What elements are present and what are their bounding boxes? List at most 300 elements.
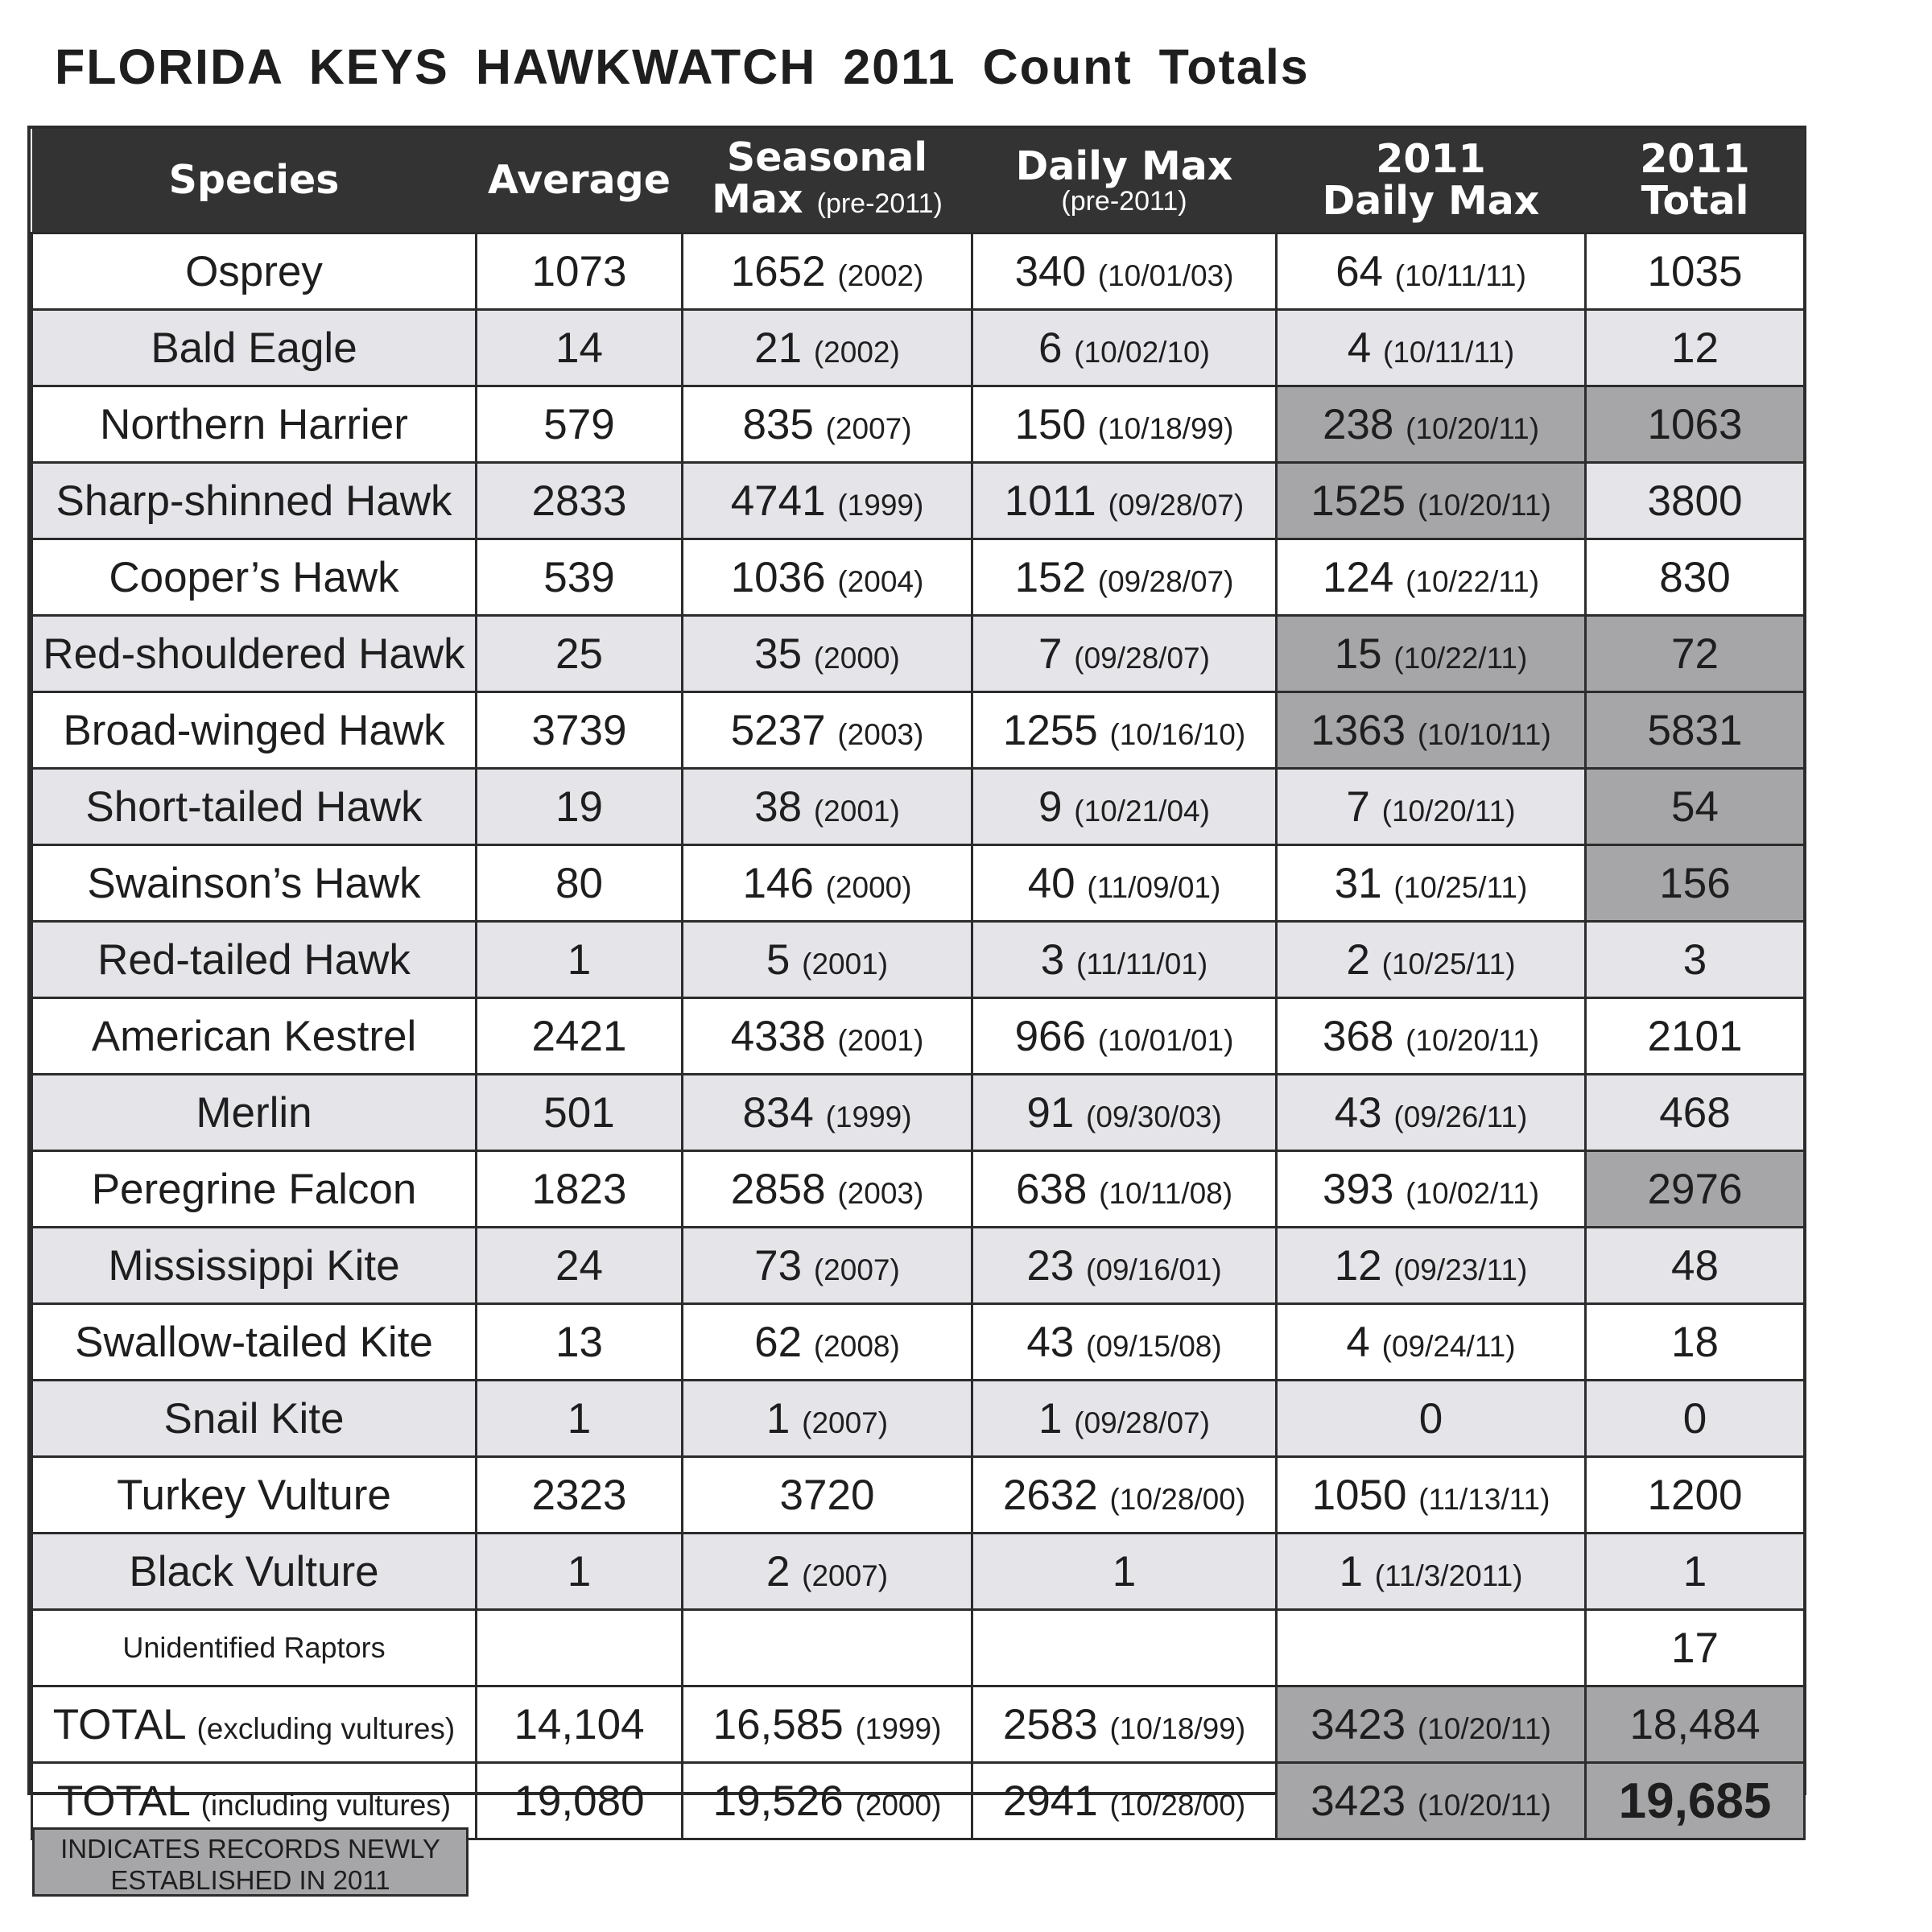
cell-average xyxy=(477,1457,683,1534)
cell-seasonal-max-date: (2008) xyxy=(813,1329,900,1363)
cell-average-value: 2323 xyxy=(531,1471,627,1519)
cell-daily-max-date: (09/28/07) xyxy=(1074,1406,1210,1439)
cell-species xyxy=(32,769,477,845)
cell-2011-total xyxy=(1586,998,1805,1075)
cell-species xyxy=(32,1610,477,1686)
cell-2011-daily-max-value: 1363 xyxy=(1311,706,1406,754)
cell-total-2011-daily-max-value: 3423 xyxy=(1311,1700,1406,1748)
cell-2011-total xyxy=(1586,616,1805,692)
cell-seasonal-max-date: (2002) xyxy=(837,258,924,292)
cell-2011-daily-max-value: 2 xyxy=(1346,935,1370,984)
cell-seasonal-max-date: (2004) xyxy=(837,564,924,598)
cell-average xyxy=(477,310,683,386)
cell-average-value: 24 xyxy=(555,1241,603,1290)
cell-2011-daily-max xyxy=(1277,539,1586,616)
cell-total-daily-max-date: (10/18/99) xyxy=(1109,1711,1246,1745)
cell-daily-max-value: 2632 xyxy=(1002,1471,1098,1519)
cell-daily-max xyxy=(972,233,1277,310)
cell-total-daily-max-value: 2941 xyxy=(1002,1777,1098,1825)
cell-2011-daily-max-value: 238 xyxy=(1322,400,1394,448)
cell-species-value: Swainson’s Hawk xyxy=(87,859,421,907)
cell-species xyxy=(32,463,477,539)
cell-species-value: American Kestrel xyxy=(91,1012,417,1060)
cell-species xyxy=(32,1075,477,1151)
cell-seasonal-max-value: 2858 xyxy=(730,1165,826,1213)
cell-species-value: Snail Kite xyxy=(163,1394,345,1443)
cell-2011-daily-max xyxy=(1277,922,1586,998)
cell-daily-max xyxy=(972,922,1277,998)
cell-daily-max-date: (11/11/01) xyxy=(1076,947,1208,980)
cell-2011-total xyxy=(1586,539,1805,616)
cell-2011-daily-max-value: 393 xyxy=(1322,1165,1394,1213)
cell-daily-max xyxy=(972,539,1277,616)
cell-daily-max-date: (09/28/07) xyxy=(1097,564,1234,598)
cell-daily-max-date: (10/16/10) xyxy=(1109,717,1246,751)
cell-2011-total-value: 3 xyxy=(1682,935,1707,984)
cell-seasonal-max-value: 73 xyxy=(754,1241,803,1290)
cell-species xyxy=(32,1457,477,1534)
cell-species-value: Red-tailed Hawk xyxy=(97,935,411,984)
cell-average xyxy=(477,1228,683,1304)
cell-species-value: Bald Eagle xyxy=(151,324,357,372)
cell-total-seasonal-max xyxy=(683,1763,972,1839)
cell-average-value: 19 xyxy=(555,782,603,831)
cell-2011-total xyxy=(1586,1151,1805,1228)
cell-average xyxy=(477,1304,683,1381)
cell-total-daily-max xyxy=(972,1686,1277,1763)
table-row xyxy=(32,1381,1805,1457)
cell-total-2011-daily-max-date: (10/20/11) xyxy=(1417,1711,1551,1745)
cell-seasonal-max-value: 835 xyxy=(742,400,814,448)
cell-2011-total xyxy=(1586,1534,1805,1610)
cell-seasonal-max xyxy=(683,463,972,539)
cell-2011-total xyxy=(1586,922,1805,998)
cell-seasonal-max-date: (2000) xyxy=(825,870,912,904)
cell-average xyxy=(477,233,683,310)
cell-2011-daily-max-value: 1525 xyxy=(1311,477,1406,525)
cell-seasonal-max-date: (2001) xyxy=(813,794,900,828)
cell-average xyxy=(477,1381,683,1457)
cell-2011-daily-max-value: 4 xyxy=(1346,1318,1370,1366)
cell-daily-max-date: (09/15/08) xyxy=(1086,1329,1222,1363)
cell-2011-total xyxy=(1586,310,1805,386)
cell-2011-total xyxy=(1586,1610,1805,1686)
cell-seasonal-max xyxy=(683,1610,972,1686)
cell-daily-max-value: 9 xyxy=(1038,782,1063,831)
cell-2011-daily-max xyxy=(1277,616,1586,692)
cell-average xyxy=(477,845,683,922)
cell-species-value: Northern Harrier xyxy=(100,400,408,448)
cell-daily-max xyxy=(972,386,1277,463)
cell-2011-daily-max xyxy=(1277,692,1586,769)
col-header-2011-total: 2011 Total xyxy=(1586,129,1805,233)
cell-daily-max-date: (09/30/03) xyxy=(1086,1100,1222,1133)
cell-total-average xyxy=(477,1763,683,1839)
cell-average xyxy=(477,692,683,769)
col-header-daily-max: Daily Max (pre-2011) xyxy=(972,129,1277,233)
table-row xyxy=(32,845,1805,922)
cell-seasonal-max-value: 4338 xyxy=(730,1012,826,1060)
cell-2011-total-value: 1063 xyxy=(1647,400,1743,448)
cell-daily-max xyxy=(972,463,1277,539)
cell-daily-max-date: (10/18/99) xyxy=(1097,411,1234,445)
table-row xyxy=(32,1304,1805,1381)
cell-species xyxy=(32,386,477,463)
cell-2011-daily-max xyxy=(1277,1534,1586,1610)
cell-daily-max-date: (10/01/03) xyxy=(1097,258,1234,292)
cell-daily-max xyxy=(972,1304,1277,1381)
cell-seasonal-max xyxy=(683,1534,972,1610)
cell-2011-total-value: 2101 xyxy=(1647,1012,1743,1060)
table-row xyxy=(32,616,1805,692)
cell-species-value: Broad-winged Hawk xyxy=(63,706,445,754)
table-row xyxy=(32,1457,1805,1534)
total-row xyxy=(32,1686,1805,1763)
cell-average xyxy=(477,1534,683,1610)
cell-2011-daily-max xyxy=(1277,310,1586,386)
cell-daily-max-value: 340 xyxy=(1014,247,1087,295)
cell-total-2011-total-value: 18,484 xyxy=(1629,1700,1761,1748)
cell-species-value: Peregrine Falcon xyxy=(91,1165,417,1213)
cell-2011-total-value: 1035 xyxy=(1647,247,1743,295)
cell-2011-daily-max-value: 43 xyxy=(1334,1088,1382,1137)
legend-record-indicator xyxy=(32,1827,469,1897)
cell-2011-daily-max-date: (10/11/11) xyxy=(1394,258,1526,292)
col-header-species: Species xyxy=(32,129,477,233)
cell-seasonal-max xyxy=(683,1075,972,1151)
cell-2011-daily-max-date: (09/24/11) xyxy=(1381,1329,1516,1363)
table-row xyxy=(32,769,1805,845)
cell-average xyxy=(477,463,683,539)
cell-2011-daily-max-date: (10/20/11) xyxy=(1406,1023,1540,1057)
cell-average-value: 1823 xyxy=(531,1165,627,1213)
cell-seasonal-max-value: 5237 xyxy=(730,706,826,754)
cell-average-value: 539 xyxy=(543,553,615,601)
cell-seasonal-max-date: (1999) xyxy=(837,488,924,522)
cell-average xyxy=(477,1610,683,1686)
cell-average-value: 13 xyxy=(555,1318,603,1366)
cell-2011-daily-max-value: 1050 xyxy=(1311,1471,1407,1519)
cell-seasonal-max-value: 38 xyxy=(754,782,803,831)
cell-seasonal-max-value: 4741 xyxy=(730,477,826,525)
cell-2011-total xyxy=(1586,1304,1805,1381)
cell-2011-daily-max xyxy=(1277,998,1586,1075)
cell-daily-max-value: 43 xyxy=(1026,1318,1075,1366)
cell-daily-max xyxy=(972,769,1277,845)
cell-2011-daily-max-value: 7 xyxy=(1346,782,1370,831)
cell-2011-daily-max-date: (10/25/11) xyxy=(1393,870,1528,904)
cell-species-value: Red-shouldered Hawk xyxy=(43,630,465,678)
cell-seasonal-max xyxy=(683,233,972,310)
table-row xyxy=(32,1534,1805,1610)
cell-2011-daily-max-value: 12 xyxy=(1334,1241,1382,1290)
cell-average xyxy=(477,1151,683,1228)
cell-2011-total-value: 5831 xyxy=(1647,706,1743,754)
cell-species-value: Black Vulture xyxy=(129,1547,379,1596)
cell-seasonal-max xyxy=(683,769,972,845)
cell-2011-total xyxy=(1586,845,1805,922)
cell-2011-daily-max-value: 64 xyxy=(1335,247,1384,295)
cell-daily-max xyxy=(972,998,1277,1075)
cell-2011-daily-max xyxy=(1277,463,1586,539)
cell-total-2011-total xyxy=(1586,1686,1805,1763)
cell-species xyxy=(32,845,477,922)
cell-2011-total xyxy=(1586,1381,1805,1457)
cell-daily-max-date: (09/28/07) xyxy=(1074,641,1210,675)
table-row xyxy=(32,233,1805,310)
cell-daily-max xyxy=(972,310,1277,386)
cell-seasonal-max-date: (2003) xyxy=(837,717,924,751)
cell-2011-daily-max-value: 4 xyxy=(1347,324,1372,372)
cell-2011-daily-max-value: 124 xyxy=(1322,553,1394,601)
cell-2011-total-value: 156 xyxy=(1659,859,1731,907)
cell-seasonal-max-date: (2002) xyxy=(813,335,900,369)
cell-daily-max xyxy=(972,1228,1277,1304)
cell-total-label-value: TOTAL xyxy=(52,1700,185,1748)
cell-seasonal-max xyxy=(683,845,972,922)
table-body xyxy=(32,233,1805,1839)
cell-species-value: Unidentified Raptors xyxy=(122,1631,386,1664)
cell-average-value: 2421 xyxy=(531,1012,627,1060)
cell-daily-max xyxy=(972,1381,1277,1457)
page-title: FLORIDA KEYS HAWKWATCH 2011 Count Totals xyxy=(55,39,1310,94)
cell-2011-daily-max xyxy=(1277,1304,1586,1381)
cell-seasonal-max xyxy=(683,922,972,998)
cell-seasonal-max-date: (2003) xyxy=(837,1176,924,1210)
cell-average-value: 3739 xyxy=(531,706,627,754)
cell-average-value: 501 xyxy=(543,1088,615,1137)
cell-2011-total-value: 54 xyxy=(1671,782,1719,831)
cell-average xyxy=(477,1075,683,1151)
cell-daily-max-date: (10/21/04) xyxy=(1074,794,1210,828)
cell-seasonal-max xyxy=(683,692,972,769)
cell-daily-max-date: (10/11/08) xyxy=(1099,1176,1233,1210)
cell-total-daily-max-date: (10/28/00) xyxy=(1109,1788,1246,1822)
cell-2011-daily-max-date: (09/26/11) xyxy=(1393,1100,1528,1133)
table-row xyxy=(32,386,1805,463)
cell-total-average xyxy=(477,1686,683,1763)
cell-2011-daily-max-date: (10/25/11) xyxy=(1381,947,1516,980)
cell-seasonal-max-date: (2001) xyxy=(802,947,889,980)
cell-2011-daily-max xyxy=(1277,769,1586,845)
cell-daily-max-date: (11/09/01) xyxy=(1087,870,1221,904)
cell-total-daily-max-value: 2583 xyxy=(1002,1700,1098,1748)
cell-species-value: Mississippi Kite xyxy=(108,1241,400,1290)
cell-seasonal-max-value: 2 xyxy=(766,1547,791,1596)
cell-average-value: 14 xyxy=(555,324,603,372)
table-row xyxy=(32,692,1805,769)
cell-daily-max-date: (10/01/01) xyxy=(1097,1023,1234,1057)
cell-2011-daily-max-date: (10/20/11) xyxy=(1417,488,1551,522)
cell-seasonal-max-date: (2007) xyxy=(825,411,912,445)
cell-2011-total-value: 18 xyxy=(1671,1318,1719,1366)
cell-2011-daily-max-date: (10/10/11) xyxy=(1417,717,1551,751)
cell-daily-max-value: 638 xyxy=(1015,1165,1088,1213)
cell-seasonal-max xyxy=(683,1457,972,1534)
cell-2011-daily-max-value: 15 xyxy=(1334,630,1382,678)
cell-total-label-value: TOTAL xyxy=(56,1777,189,1825)
cell-daily-max-date: (10/02/10) xyxy=(1074,335,1210,369)
cell-daily-max-value: 6 xyxy=(1038,324,1063,372)
cell-2011-total-value: 48 xyxy=(1671,1241,1719,1290)
table-row xyxy=(32,463,1805,539)
cell-daily-max-value: 23 xyxy=(1026,1241,1075,1290)
cell-seasonal-max-value: 146 xyxy=(742,859,814,907)
cell-species-value: Swallow-tailed Kite xyxy=(75,1318,433,1366)
cell-seasonal-max-date: (2000) xyxy=(813,641,900,675)
cell-species-value: Short-tailed Hawk xyxy=(85,782,423,831)
cell-species xyxy=(32,1228,477,1304)
cell-seasonal-max xyxy=(683,1304,972,1381)
cell-species-value: Osprey xyxy=(185,247,323,295)
cell-seasonal-max-value: 3720 xyxy=(779,1471,875,1519)
cell-total-seasonal-max-date: (2000) xyxy=(855,1788,942,1822)
cell-total-2011-daily-max-value: 3423 xyxy=(1311,1777,1406,1825)
cell-daily-max xyxy=(972,1534,1277,1610)
cell-daily-max xyxy=(972,1075,1277,1151)
cell-seasonal-max-date: (2007) xyxy=(802,1558,889,1592)
cell-seasonal-max-value: 1036 xyxy=(730,553,826,601)
cell-2011-total-value: 17 xyxy=(1671,1624,1719,1672)
cell-2011-daily-max xyxy=(1277,386,1586,463)
cell-seasonal-max-value: 1652 xyxy=(730,247,826,295)
cell-total-average-value: 19,080 xyxy=(514,1777,645,1825)
cell-2011-daily-max-value: 1 xyxy=(1339,1547,1363,1596)
cell-2011-total-value: 72 xyxy=(1671,630,1719,678)
cell-average xyxy=(477,386,683,463)
cell-daily-max-date: (10/28/00) xyxy=(1109,1482,1246,1516)
cell-average-value: 1 xyxy=(567,1547,592,1596)
cell-seasonal-max xyxy=(683,998,972,1075)
cell-2011-daily-max-value: 0 xyxy=(1418,1394,1443,1443)
col-header-seasonal-max: Seasonal Max (pre-2011) xyxy=(683,129,972,233)
cell-seasonal-max-value: 1 xyxy=(766,1394,791,1443)
cell-2011-total xyxy=(1586,1075,1805,1151)
cell-2011-total-value: 830 xyxy=(1659,553,1731,601)
cell-2011-daily-max-date: (10/02/11) xyxy=(1406,1176,1540,1210)
col-header-2011-daily-max: 2011 Daily Max xyxy=(1277,129,1586,233)
cell-total-average-value: 14,104 xyxy=(514,1700,645,1748)
cell-seasonal-max xyxy=(683,616,972,692)
cell-daily-max-value: 150 xyxy=(1014,400,1087,448)
cell-2011-total-value: 468 xyxy=(1659,1088,1731,1137)
cell-seasonal-max xyxy=(683,310,972,386)
cell-daily-max-value: 7 xyxy=(1038,630,1063,678)
cell-2011-daily-max xyxy=(1277,1457,1586,1534)
cell-2011-daily-max-date: (11/3/2011) xyxy=(1374,1558,1523,1592)
table-row xyxy=(32,1075,1805,1151)
cell-2011-total xyxy=(1586,1228,1805,1304)
table-row xyxy=(32,1151,1805,1228)
col-header-average: Average xyxy=(477,129,683,233)
cell-total-seasonal-max-value: 16,585 xyxy=(712,1700,844,1748)
cell-total-2011-total xyxy=(1586,1763,1805,1839)
cell-daily-max xyxy=(972,1457,1277,1534)
table-row xyxy=(32,539,1805,616)
cell-2011-total-value: 1200 xyxy=(1647,1471,1743,1519)
cell-species xyxy=(32,1304,477,1381)
cell-2011-daily-max-value: 31 xyxy=(1334,859,1382,907)
cell-total-2011-daily-max-date: (10/20/11) xyxy=(1417,1788,1551,1822)
table-row xyxy=(32,310,1805,386)
cell-2011-total-value: 12 xyxy=(1671,324,1719,372)
cell-total-daily-max xyxy=(972,1763,1277,1839)
cell-seasonal-max xyxy=(683,386,972,463)
cell-daily-max xyxy=(972,1151,1277,1228)
cell-species xyxy=(32,998,477,1075)
cell-2011-total xyxy=(1586,463,1805,539)
cell-daily-max xyxy=(972,692,1277,769)
cell-2011-total-value: 2976 xyxy=(1647,1165,1743,1213)
table-row xyxy=(32,998,1805,1075)
cell-species-value: Merlin xyxy=(196,1088,312,1137)
cell-total-2011-daily-max xyxy=(1277,1763,1586,1839)
cell-2011-daily-max-date: (10/20/11) xyxy=(1381,794,1516,828)
cell-2011-total xyxy=(1586,386,1805,463)
cell-2011-total xyxy=(1586,1457,1805,1534)
cell-species xyxy=(32,692,477,769)
cell-2011-daily-max xyxy=(1277,1381,1586,1457)
cell-daily-max-value: 3 xyxy=(1040,935,1065,984)
count-totals-table xyxy=(31,129,1806,1840)
cell-average xyxy=(477,616,683,692)
cell-seasonal-max xyxy=(683,1151,972,1228)
cell-daily-max-value: 40 xyxy=(1027,859,1075,907)
cell-daily-max-value: 1255 xyxy=(1002,706,1098,754)
cell-2011-total-value: 3800 xyxy=(1647,477,1743,525)
count-totals-table-container xyxy=(27,126,1806,1829)
cell-average-value: 579 xyxy=(543,400,615,448)
cell-species xyxy=(32,922,477,998)
header-row xyxy=(32,129,1805,233)
cell-average xyxy=(477,922,683,998)
cell-2011-total-value: 0 xyxy=(1682,1394,1707,1443)
cell-total-2011-daily-max xyxy=(1277,1686,1586,1763)
cell-daily-max-value: 1 xyxy=(1038,1394,1063,1443)
cell-average-value: 80 xyxy=(555,859,603,907)
cell-daily-max-date: (09/16/01) xyxy=(1086,1253,1222,1286)
cell-species xyxy=(32,539,477,616)
cell-daily-max-value: 152 xyxy=(1014,553,1087,601)
cell-daily-max xyxy=(972,616,1277,692)
table-row xyxy=(32,1610,1805,1686)
cell-average xyxy=(477,998,683,1075)
cell-daily-max xyxy=(972,845,1277,922)
cell-average-value: 25 xyxy=(555,630,603,678)
cell-average-value: 1 xyxy=(567,1394,592,1443)
cell-seasonal-max-date: (2001) xyxy=(837,1023,924,1057)
cell-average-value: 1 xyxy=(567,935,592,984)
cell-2011-daily-max-date: (11/13/11) xyxy=(1418,1482,1550,1516)
total-label-note: (including vultures) xyxy=(200,1788,452,1822)
cell-seasonal-max-value: 62 xyxy=(754,1318,803,1366)
cell-daily-max xyxy=(972,1610,1277,1686)
cell-species-value: Turkey Vulture xyxy=(117,1471,391,1519)
cell-2011-daily-max xyxy=(1277,845,1586,922)
cell-species xyxy=(32,233,477,310)
cell-total-seasonal-max xyxy=(683,1686,972,1763)
cell-seasonal-max-value: 5 xyxy=(766,935,791,984)
cell-seasonal-max xyxy=(683,1381,972,1457)
cell-species-value: Sharp-shinned Hawk xyxy=(56,477,452,525)
legend-line-2: ESTABLISHED IN 2011 xyxy=(110,1865,390,1895)
cell-total-seasonal-max-value: 19,526 xyxy=(712,1777,844,1825)
cell-2011-daily-max xyxy=(1277,1151,1586,1228)
cell-2011-daily-max-value: 368 xyxy=(1322,1012,1394,1060)
cell-2011-total xyxy=(1586,233,1805,310)
cell-species xyxy=(32,616,477,692)
cell-2011-total-value: 1 xyxy=(1682,1547,1707,1596)
